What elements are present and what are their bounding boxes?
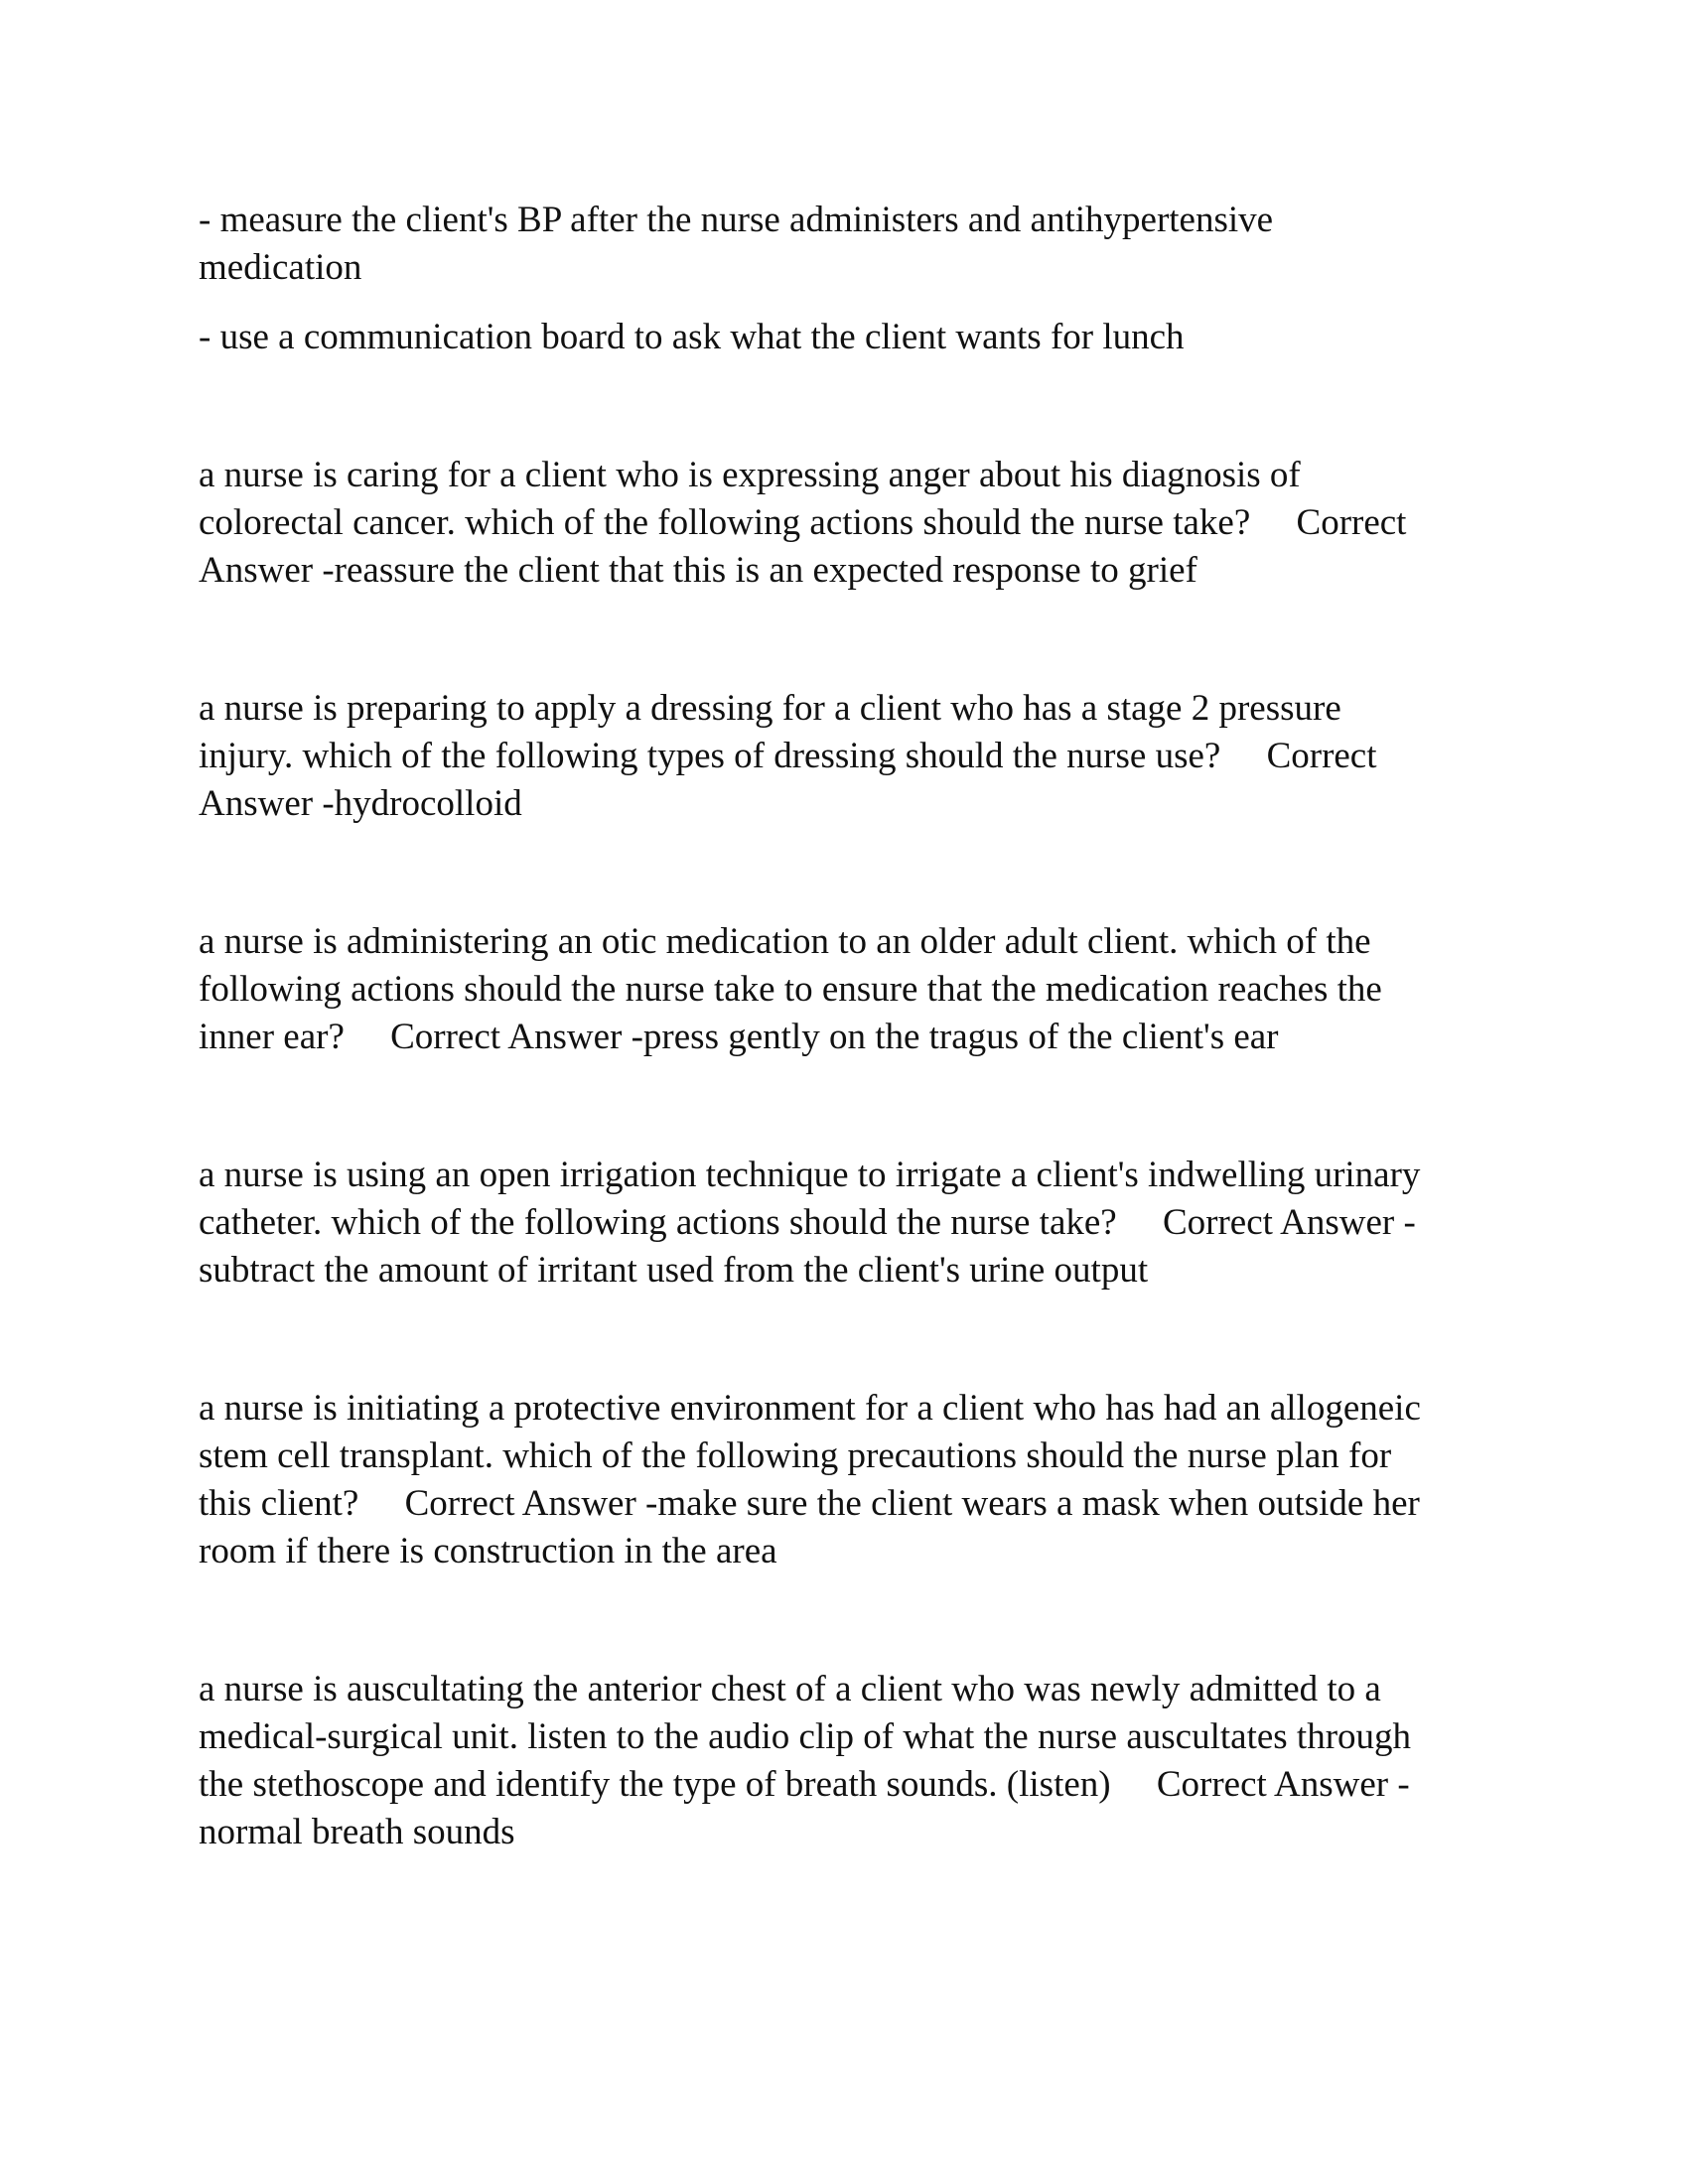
text-line: following actions should the nurse take to ensure that the medication reaches the [199,969,1382,1010]
text-line: medication [199,247,362,288]
bullet-item [199,197,1489,292]
text-line: - measure the client's BP after the nurse administers and antihypertensive [199,200,1274,240]
text-line: room if there is construction in the area [199,1531,777,1571]
qa-item [199,452,1489,595]
qa-item [199,685,1489,828]
text-line: the stethoscope and identify the type of breath sounds. (listen) Correct Answer - [199,1764,1410,1805]
text-line: a nurse is caring for a client who is expressing anger about his diagnosis of [199,455,1301,495]
qa-item [199,918,1489,1061]
text-line: - use a communication board to ask what the client wants for lunch [199,317,1185,357]
text-line: Answer -reassure the client that this is an expected response to grief [199,550,1197,591]
text-line: a nurse is auscultating the anterior chest of a client who was newly admitted to a [199,1669,1381,1709]
text-line: injury. which of the following types of dressing should the nurse use? Correct [199,736,1377,776]
bullet-item [199,314,1489,361]
text-line: inner ear? Correct Answer -press gently on the tragus of the client's ear [199,1017,1279,1057]
qa-item [199,1666,1489,1856]
text-line: stem cell transplant. which of the following precautions should the nurse plan for [199,1435,1392,1476]
text-line: colorectal cancer. which of the following actions should the nurse take? Correct [199,502,1407,543]
text-line: a nurse is initiating a protective environment for a client who has had an allogeneic [199,1388,1421,1429]
qa-item [199,1385,1489,1575]
text-line: a nurse is administering an otic medication to an older adult client. which of the [199,921,1371,962]
text-line: Answer -hydrocolloid [199,783,522,824]
text-line: medical-surgical unit. listen to the audio clip of what the nurse auscultates through [199,1716,1412,1757]
text-line: a nurse is preparing to apply a dressing for a client who has a stage 2 pressure [199,688,1341,729]
text-line: a nurse is using an open irrigation technique to irrigate a client's indwelling urinary [199,1155,1421,1195]
text-line: subtract the amount of irritant used from the client's urine output [199,1250,1149,1291]
qa-item [199,1152,1489,1295]
text-line: normal breath sounds [199,1812,515,1852]
text-line: catheter. which of the following actions should the nurse take? Correct Answer - [199,1202,1416,1243]
text-line: this client? Correct Answer -make sure the client wears a mask when outside her [199,1483,1420,1524]
